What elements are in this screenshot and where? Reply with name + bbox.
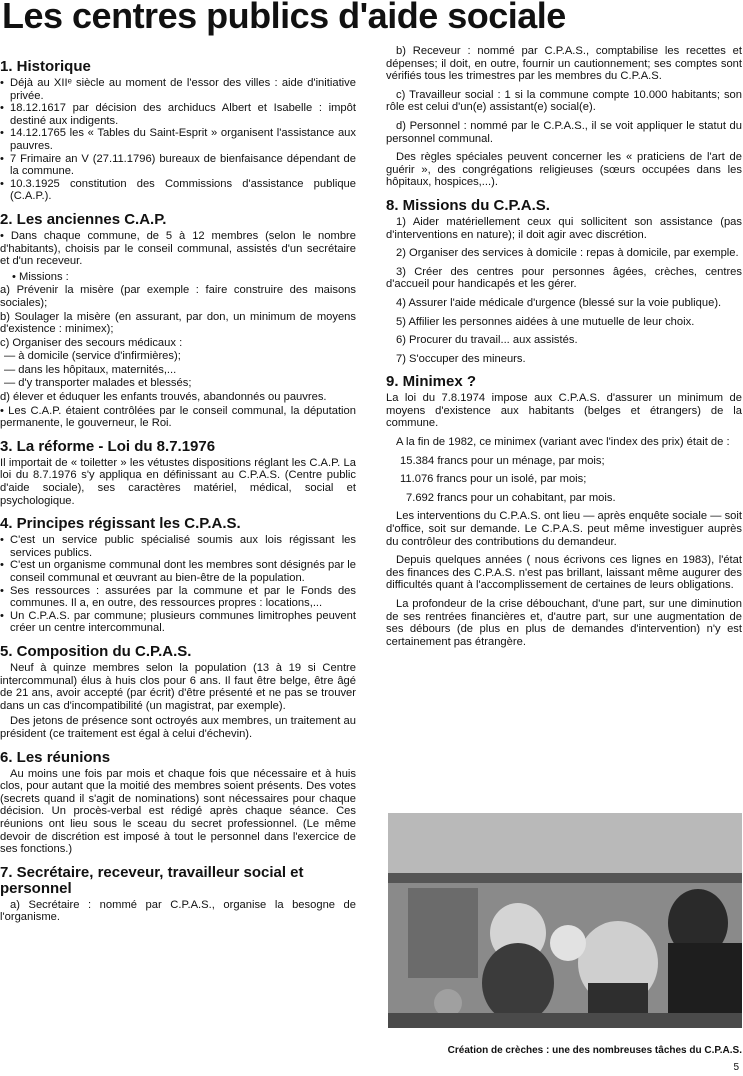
- principes-list: [0, 534, 356, 635]
- page-title: Les centres publics d'aide sociale: [2, 0, 566, 36]
- list-item: • Un C.P.A.S. par commune; plusieurs communes limitrophes peuvent créer un centre intercommunal.: [0, 610, 356, 635]
- paragraph: Des règles spéciales peuvent concerner les « praticiens de l'art de guérir », des congrégations religieuses (sœurs occupées dans les hôpitaux, hospices,...).: [386, 151, 742, 189]
- paragraph: c) Organiser des secours médicaux :: [0, 336, 183, 349]
- paragraph: • Les C.A.P. étaient contrôlées par le conseil communal, la députation permanente, le gouverneur, le Roi.: [0, 404, 356, 430]
- list-item: • Déjà au XIIᵉ siècle au moment de l'essor des villes : aide d'initiative privée.: [0, 77, 356, 102]
- left-column: [0, 50, 356, 927]
- paragraph: d) élever et éduquer les enfants trouvés, abandonnés ou pauvres.: [0, 391, 327, 404]
- section-heading-4: 4. Principes régissant les C.P.A.S.: [0, 515, 241, 533]
- paragraph: b) Receveur : nommé par C.P.A.S., comptabilise les recettes et dépenses; il doit, en outre, fournir un cautionnement; ses comptes sont vérifiés tous les trimestres par les membres du C.P.A.S.: [386, 45, 742, 83]
- paragraph: d) Personnel : nommé par le C.P.A.S., il se voit appliquer le statut du personnel communal.: [386, 119, 742, 145]
- section-heading-6: 6. Les réunions: [0, 748, 111, 766]
- paragraph: Au moins une fois par mois et chaque fois que nécessaire et à huis clos, pour autant que la moitié des membres soient présents. Des votes (secrets quand il s'agit de nominations) sont nécessaires pour chaque décision. Un procès-verbal est rédigé après chaque séance. Ces réunions ont lieu sous le sceau du secret professionnel. (Le même devoir de discrétion est imposé à tout le personnel dans l'exercice de ses fonctions.): [0, 767, 356, 856]
- list-item: 6) Procurer du travail... aux assistés.: [396, 334, 578, 347]
- paragraph: Les interventions du C.P.A.S. ont lieu — après enquête sociale — soit d'office, soit sur demande. Le C.P.A.S. peut même investiguer auprès du contrôleur des contributions du demandeur.: [386, 510, 742, 548]
- paragraph: Des jetons de présence sont octroyés aux membres, un traitement au président (ce traitement est égal à celui d'échevin).: [0, 715, 356, 740]
- list-item: 7) S'occuper des mineurs.: [396, 352, 526, 365]
- section-heading-7: 7. Secrétaire, receveur, travailleur social et personnel: [0, 863, 304, 897]
- rate-line: 7.692 francs pour un cohabitant, par mois.: [406, 491, 616, 504]
- paragraph: • Missions :: [12, 270, 69, 283]
- list-item: • 18.12.1617 par décision des archiducs Albert et Isabelle : impôt destiné aux indigents.: [0, 102, 356, 127]
- paragraph: — dans les hôpitaux, maternités,...: [4, 363, 177, 376]
- list-item: 2) Organiser des services à domicile : repas à domicile, par exemple.: [396, 247, 739, 260]
- list-item: • Ses ressources : assurées par la commune et par le Fonds des communes. Il a, en outre, des ressources propres : locations,...: [0, 585, 356, 610]
- section-heading-3: 3. La réforme - Loi du 8.7.1976: [0, 437, 216, 455]
- list-item: 5) Affilier les personnes aidées à une mutuelle de leur choix.: [396, 315, 695, 328]
- paragraph: • Dans chaque commune, de 5 à 12 membres (selon le nombre d'habitants), choisis par le conseil communal, assistés d'un secrétaire et d'un receveur.: [0, 229, 356, 268]
- paragraph: — d'y transporter malades et blessés;: [4, 377, 192, 390]
- rate-line: 11.076 francs pour un isolé, par mois;: [400, 473, 587, 486]
- section-heading-9: 9. Minimex ?: [386, 373, 477, 391]
- paragraph: Neuf à quinze membres selon la population (13 à 19 si Centre intercommunal) élus à huis clos pour 6 ans. Il faut être belge, être âgé de 21 ans, avoir accepté (par écrit) d'être présenté et ne pas se trouver dans un cas d'incompatibilité (un magistrat, par exemple).: [0, 661, 356, 712]
- creche-photo-image: [388, 813, 742, 1028]
- section-heading-2: 2. Les anciennes C.A.P.: [0, 210, 167, 228]
- page-number: 5: [733, 1062, 739, 1073]
- photo-creche: [388, 813, 742, 1028]
- paragraph: b) Soulager la misère (en assurant, par don, un minimum de moyens d'existence : minimex);: [0, 310, 356, 336]
- list-item: 3) Créer des centres pour personnes âgées, crèches, centres d'accueil pour handicapés et les gérer.: [386, 265, 742, 291]
- photo-caption: Création de crèches : une des nombreuses tâches du C.P.A.S.: [447, 1045, 742, 1056]
- paragraph: c) Travailleur social : 1 si la commune compte 10.000 habitants; son rôle est celui d'un(e) assistant(e) social(e).: [386, 88, 742, 114]
- historique-list: [0, 77, 356, 203]
- list-item: • C'est un organisme communal dont les membres sont désignés par le conseil communal et œuvrant au bien-être de la population.: [0, 559, 356, 584]
- paragraph: Il importait de « toiletter » les vétustes dispositions réglant les C.A.P. La loi du 8.7.1976 s'y appliqua en définissant au C.P.A.S. (Centre public d'aide sociale), ses caractères matériel, médical, social et psychologique.: [0, 456, 356, 507]
- list-item: • 10.3.1925 constitution des Commissions d'assistance publique (C.A.P.).: [0, 178, 356, 203]
- list-item: 4) Assurer l'aide médicale d'urgence (blessé sur la voie publique).: [396, 296, 722, 309]
- list-item: • 7 Frimaire an V (27.11.1796) bureaux de bienfaisance dépendant de la commune.: [0, 153, 356, 178]
- paragraph: A la fin de 1982, ce minimex (variant avec l'index des prix) était de :: [396, 436, 730, 449]
- list-item: • C'est un service public spécialisé soumis aux lois régissant les services publics.: [0, 534, 356, 559]
- section-heading-8: 8. Missions du C.P.A.S.: [386, 196, 550, 214]
- paragraph: La loi du 7.8.1974 impose aux C.P.A.S. d'assurer un minimum de moyens d'existence aux habitants (belges et étrangers) de la commune.: [386, 392, 742, 430]
- paragraph: a) Secrétaire : nommé par C.P.A.S., organise la besogne de l'organisme.: [0, 898, 356, 924]
- section-heading-5: 5. Composition du C.P.A.S.: [0, 642, 192, 660]
- paragraph: Depuis quelques années ( nous écrivons ces lignes en 1983), l'état des finances des C.P.A.S. n'est pas brillant, laissant même augurer des difficultés quant à l'accomplissement de certaines de leurs obligations.: [386, 554, 742, 592]
- section-heading-1: 1. Historique: [0, 58, 91, 75]
- paragraph: — à domicile (service d'infirmières);: [4, 350, 181, 363]
- list-item: 1) Aider matériellement ceux qui sollicitent son assistance (pas d'interventions en nature); il doit agir avec discrétion.: [386, 215, 742, 241]
- right-column: [386, 45, 742, 654]
- rate-line: 15.384 francs pour un ménage, par mois;: [400, 454, 605, 467]
- paragraph: La profondeur de la crise débouchant, d'une part, sur une diminution de ses rentrées financières et, d'autre part, sur une augmentation de ses débours (de plus en plus de demandes d'intervention) n'y est certainement pas étrangère.: [386, 598, 742, 648]
- paragraph: a) Prévenir la misère (par exemple : faire construire des maisons sociales);: [0, 284, 356, 309]
- list-item: • 14.12.1765 les « Tables du Saint-Esprit » organisent l'assistance aux pauvres.: [0, 127, 356, 152]
